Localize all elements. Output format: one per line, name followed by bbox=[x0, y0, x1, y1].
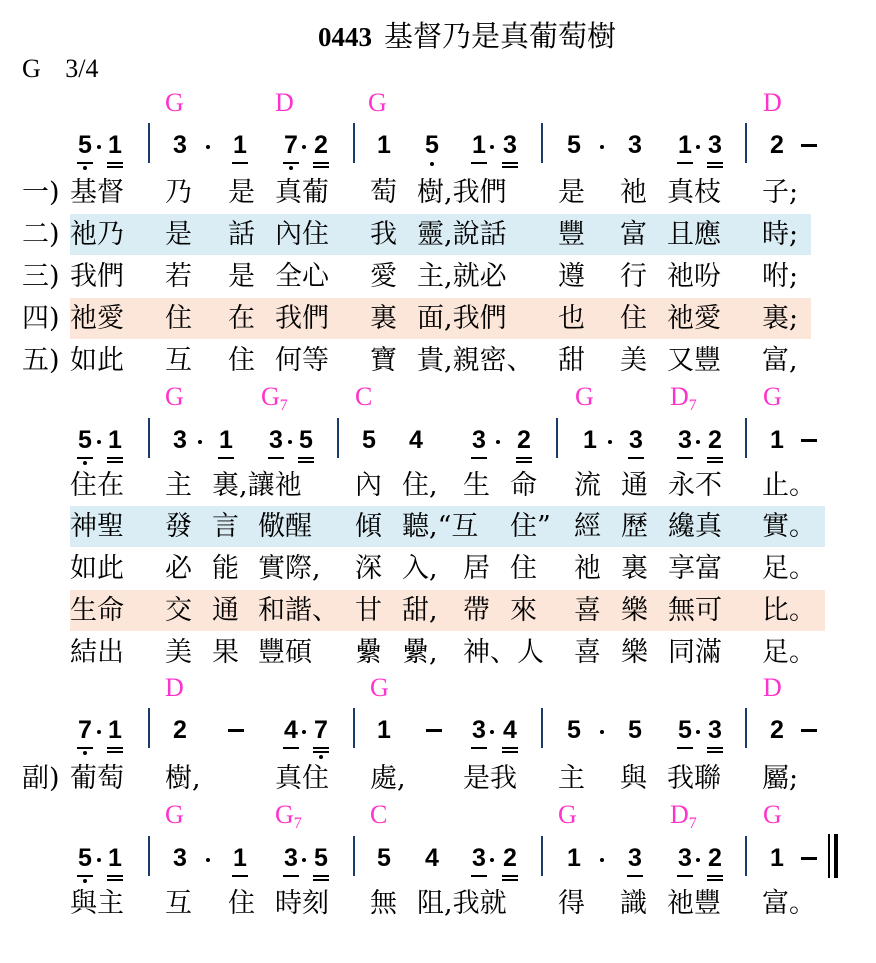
note: 3 bbox=[628, 131, 642, 159]
lyric: 處, bbox=[370, 763, 406, 794]
barline bbox=[745, 708, 747, 748]
lyric: 足。 bbox=[762, 637, 816, 668]
lyric: 得 bbox=[558, 888, 585, 919]
lyric: 居 bbox=[463, 553, 490, 584]
lyric: 乃 bbox=[165, 177, 192, 208]
barline bbox=[148, 123, 150, 163]
note: 5 bbox=[77, 844, 93, 872]
lyric: 靈,說話 bbox=[417, 219, 507, 250]
note: 3 bbox=[472, 426, 486, 454]
lyric: 生命 bbox=[70, 595, 124, 626]
lyric: 裏 bbox=[621, 553, 648, 584]
chord: $D_7$ bbox=[670, 382, 697, 414]
lyric: 富。 bbox=[762, 888, 816, 919]
lyric: 美 bbox=[620, 345, 647, 376]
lyric: 主 bbox=[165, 470, 192, 501]
note: 1 bbox=[583, 426, 597, 454]
note: 1 bbox=[108, 426, 122, 454]
lyric: 能 bbox=[212, 553, 239, 584]
lyric: 又豐 bbox=[667, 345, 721, 376]
hymn-title-text: 基督乃是真葡萄樹 bbox=[384, 19, 617, 53]
chord: D bbox=[763, 673, 782, 702]
lyric: 發 bbox=[165, 511, 192, 542]
barline bbox=[541, 708, 543, 748]
note: 2 bbox=[173, 716, 187, 744]
augmentation-dot bbox=[206, 858, 210, 862]
lyric: 結出 bbox=[70, 637, 124, 668]
lyric: 如此 bbox=[70, 553, 124, 584]
lyric: 阻,我就 bbox=[417, 888, 507, 919]
lyric: 住在 bbox=[70, 470, 124, 501]
lyric: 甘 bbox=[355, 595, 382, 626]
lyric: 愛 bbox=[370, 261, 397, 292]
augmentation-dot bbox=[696, 145, 700, 149]
augmentation-dot bbox=[302, 730, 306, 734]
note: 5 bbox=[628, 716, 642, 744]
lyric: 葡萄 bbox=[70, 763, 124, 794]
note: 1 bbox=[233, 844, 247, 872]
lyric: 樹, bbox=[165, 763, 201, 794]
lyric: 如此 bbox=[70, 345, 124, 376]
chord: D bbox=[165, 673, 184, 702]
note: 5 bbox=[362, 426, 376, 454]
barline bbox=[745, 418, 747, 458]
hymn-title bbox=[318, 14, 616, 55]
lyric: 比。 bbox=[762, 595, 816, 626]
verse-label: 五) bbox=[22, 345, 60, 376]
barline bbox=[541, 836, 543, 876]
augmentation-dot bbox=[206, 145, 210, 149]
note: 1 bbox=[219, 426, 233, 454]
barline bbox=[556, 418, 558, 458]
hymn-number: 0443 bbox=[318, 22, 372, 52]
lyric: 命 bbox=[510, 470, 537, 501]
lyric: 富, bbox=[762, 345, 798, 376]
note: 3 bbox=[269, 426, 283, 454]
lyric: 和諧、 bbox=[258, 595, 339, 626]
note: 5 bbox=[567, 131, 581, 159]
lyric: 萄 bbox=[370, 177, 397, 208]
note: 1 bbox=[377, 131, 391, 159]
chord: G bbox=[165, 382, 184, 411]
lyric: 真枝 bbox=[667, 177, 721, 208]
barline bbox=[745, 123, 747, 163]
lyric: 樹,我們 bbox=[417, 177, 507, 208]
barline bbox=[353, 836, 355, 876]
note: 3 bbox=[472, 844, 486, 872]
note: 3 bbox=[173, 426, 187, 454]
lyric: 甜, bbox=[402, 595, 438, 626]
lyric: 祂 bbox=[620, 177, 647, 208]
lyric: 話 bbox=[228, 219, 255, 250]
chord: D bbox=[275, 88, 294, 117]
lyric: 真葡 bbox=[275, 177, 329, 208]
note: 1 bbox=[567, 844, 581, 872]
lyric: 識 bbox=[620, 888, 647, 919]
chord: G bbox=[165, 88, 184, 117]
lyric: 遵 bbox=[558, 261, 585, 292]
chord: G bbox=[763, 800, 782, 829]
lyric: 在 bbox=[228, 303, 255, 334]
note: 4 bbox=[425, 844, 439, 872]
augmentation-dot bbox=[600, 730, 604, 734]
chorus-label: 副) bbox=[22, 763, 60, 794]
lyric: 互 bbox=[165, 345, 192, 376]
note: 4 bbox=[409, 426, 423, 454]
lyric: 實際, bbox=[258, 553, 321, 584]
augmentation-dot bbox=[600, 145, 604, 149]
lyric: 裏,讓祂 bbox=[212, 470, 302, 501]
note: 2 bbox=[708, 844, 722, 872]
lyric: 貴,親密、 bbox=[417, 345, 534, 376]
hold-dash bbox=[228, 729, 244, 732]
verse-label: 二) bbox=[22, 219, 60, 250]
final-barline-thin bbox=[828, 834, 830, 878]
note: 5 bbox=[77, 426, 93, 454]
chord: G bbox=[368, 88, 387, 117]
verse-label: 四) bbox=[22, 303, 60, 334]
lyric: 住, bbox=[402, 470, 438, 501]
lyric: 裏; bbox=[762, 303, 799, 334]
note: 5 bbox=[299, 426, 313, 454]
hold-dash bbox=[801, 439, 817, 442]
lyric: 豐 bbox=[558, 219, 585, 250]
lyric: 且應 bbox=[667, 219, 721, 250]
note: 5 bbox=[377, 844, 391, 872]
augmentation-dot bbox=[288, 440, 292, 444]
lyric: 生 bbox=[463, 470, 490, 501]
lyric: 美 bbox=[165, 637, 192, 668]
lyric: 神聖 bbox=[70, 511, 124, 542]
augmentation-dot bbox=[97, 858, 101, 862]
lyric: 纍, bbox=[402, 637, 438, 668]
note: 1 bbox=[678, 131, 692, 159]
lyric: 甜 bbox=[558, 345, 585, 376]
augmentation-dot bbox=[97, 730, 101, 734]
lyric: 寶 bbox=[370, 345, 397, 376]
key-time-signature: G 3/4 bbox=[22, 54, 99, 83]
note: 5 bbox=[678, 716, 692, 744]
note: 1 bbox=[472, 131, 486, 159]
lyric: 經 bbox=[574, 511, 601, 542]
lyric: 主 bbox=[558, 763, 585, 794]
lyric: 若 bbox=[165, 261, 192, 292]
augmentation-dot bbox=[696, 730, 700, 734]
lyric: 內 bbox=[355, 470, 382, 501]
note: 1 bbox=[108, 716, 122, 744]
lyric: 祂乃 bbox=[70, 219, 124, 250]
chord: C bbox=[355, 382, 373, 411]
lyric: 豐碩 bbox=[258, 637, 312, 668]
lyric: 與主 bbox=[70, 888, 124, 919]
lyric: 無 bbox=[370, 888, 397, 919]
lyric: 住 bbox=[165, 303, 192, 334]
augmentation-dot bbox=[496, 440, 500, 444]
barline bbox=[148, 836, 150, 876]
lyric: 樂 bbox=[621, 637, 648, 668]
lyric: 是 bbox=[228, 177, 255, 208]
chord: G bbox=[370, 673, 389, 702]
note: 3 bbox=[629, 426, 643, 454]
note: 1 bbox=[233, 131, 247, 159]
barline bbox=[353, 708, 355, 748]
note: 2 bbox=[708, 426, 722, 454]
lyric: 基督 bbox=[70, 177, 124, 208]
note: 3 bbox=[503, 131, 517, 159]
augmentation-dot bbox=[490, 730, 494, 734]
note: 3 bbox=[173, 131, 187, 159]
lyric: 何等 bbox=[275, 345, 329, 376]
lyric: 傾 bbox=[355, 511, 382, 542]
note: 5 bbox=[424, 131, 440, 159]
note: 1 bbox=[770, 844, 784, 872]
lyric: 住 bbox=[228, 345, 255, 376]
note: 3 bbox=[628, 844, 642, 872]
note: 3 bbox=[173, 844, 187, 872]
lyric: 祂愛 bbox=[667, 303, 721, 334]
lyric: 纔真 bbox=[668, 511, 722, 542]
note: 2 bbox=[770, 716, 784, 744]
lyric: 內住 bbox=[275, 219, 329, 250]
lyric: 無可 bbox=[668, 595, 722, 626]
chord: C bbox=[370, 800, 388, 829]
lyric: 我 bbox=[370, 219, 397, 250]
chord: G bbox=[165, 800, 184, 829]
note: 1 bbox=[770, 426, 784, 454]
hold-dash bbox=[426, 729, 442, 732]
augmentation-dot bbox=[490, 145, 494, 149]
lyric: 足。 bbox=[762, 553, 816, 584]
lyric: 儆醒 bbox=[258, 511, 312, 542]
note: 4 bbox=[503, 716, 517, 744]
note: 2 bbox=[314, 131, 328, 159]
lyric: 通 bbox=[621, 470, 648, 501]
lyric: 真住 bbox=[275, 763, 329, 794]
lyric: 是 bbox=[558, 177, 585, 208]
lyric: 通 bbox=[212, 595, 239, 626]
lyric: 帶 bbox=[463, 595, 490, 626]
chord: G bbox=[558, 800, 577, 829]
lyric: 是 bbox=[165, 219, 192, 250]
lyric: 我聯 bbox=[667, 763, 721, 794]
lyric: 住 bbox=[228, 888, 255, 919]
lyric: 面,我們 bbox=[417, 303, 507, 334]
augmentation-dot bbox=[302, 145, 306, 149]
lyric: 互 bbox=[165, 888, 192, 919]
augmentation-dot bbox=[608, 440, 612, 444]
lyric: 咐; bbox=[762, 261, 799, 292]
lyric: 祂 bbox=[574, 553, 601, 584]
lyric: 神、人 bbox=[463, 637, 544, 668]
barline bbox=[353, 123, 355, 163]
lyric: 主,就必 bbox=[417, 261, 507, 292]
augmentation-dot bbox=[97, 145, 101, 149]
lyric: 必 bbox=[165, 553, 192, 584]
verse-label: 三) bbox=[22, 261, 60, 292]
note: 1 bbox=[377, 716, 391, 744]
note: 5 bbox=[567, 716, 581, 744]
hold-dash bbox=[801, 729, 817, 732]
augmentation-dot bbox=[696, 440, 700, 444]
lyric: 我們 bbox=[275, 303, 329, 334]
lyric: 我們 bbox=[70, 261, 124, 292]
lyric: 歷 bbox=[621, 511, 648, 542]
lyric: 行 bbox=[620, 261, 647, 292]
hold-dash bbox=[801, 144, 817, 147]
lyric: 子; bbox=[762, 177, 799, 208]
lyric: 也 bbox=[558, 303, 585, 334]
final-barline-thick bbox=[834, 834, 838, 878]
lyric: 祂吩 bbox=[667, 261, 721, 292]
lyric: 時刻 bbox=[275, 888, 329, 919]
note: 5 bbox=[77, 131, 93, 159]
lyric: 住” bbox=[510, 511, 551, 542]
lyric: 來 bbox=[510, 595, 537, 626]
lyric: 深 bbox=[355, 553, 382, 584]
note: 3 bbox=[284, 844, 298, 872]
lyric: 全心 bbox=[275, 261, 329, 292]
lyric: 止。 bbox=[762, 470, 816, 501]
lyric: 祂愛 bbox=[70, 303, 124, 334]
note: 7 bbox=[313, 716, 329, 744]
verse-label: 一) bbox=[22, 177, 60, 208]
lyric: 富 bbox=[620, 219, 647, 250]
lyric: 言 bbox=[212, 511, 239, 542]
note: 1 bbox=[108, 131, 122, 159]
note: 2 bbox=[517, 426, 531, 454]
augmentation-dot bbox=[600, 858, 604, 862]
note: 3 bbox=[678, 844, 692, 872]
lyric: 喜 bbox=[574, 595, 601, 626]
lyric: 祂豐 bbox=[667, 888, 721, 919]
lyric: 享富 bbox=[668, 553, 722, 584]
barline bbox=[148, 418, 150, 458]
lyric: 樂 bbox=[621, 595, 648, 626]
lyric: 實。 bbox=[762, 511, 816, 542]
note: 7 bbox=[283, 131, 299, 159]
chord: G bbox=[763, 382, 782, 411]
lyric: 屬; bbox=[762, 763, 799, 794]
lyric: 果 bbox=[212, 637, 239, 668]
chord: $G_7$ bbox=[261, 382, 288, 414]
lyric: 時; bbox=[762, 219, 799, 250]
augmentation-dot bbox=[490, 858, 494, 862]
note: 2 bbox=[503, 844, 517, 872]
augmentation-dot bbox=[696, 858, 700, 862]
augmentation-dot bbox=[302, 858, 306, 862]
lyric: 裏 bbox=[370, 303, 397, 334]
lyric: 住 bbox=[620, 303, 647, 334]
barline bbox=[541, 123, 543, 163]
note: 3 bbox=[708, 716, 722, 744]
note: 5 bbox=[314, 844, 328, 872]
lyric: 纍 bbox=[355, 637, 382, 668]
lyric: 流 bbox=[574, 470, 601, 501]
chord: $D_7$ bbox=[670, 800, 697, 832]
lyric: 聽,“互 bbox=[402, 511, 479, 542]
chord: G bbox=[575, 382, 594, 411]
chord: $G_7$ bbox=[275, 800, 302, 832]
lyric: 永不 bbox=[668, 470, 722, 501]
note: 7 bbox=[77, 716, 93, 744]
lyric: 交 bbox=[165, 595, 192, 626]
lyric: 與 bbox=[620, 763, 647, 794]
note: 3 bbox=[708, 131, 722, 159]
hold-dash bbox=[801, 857, 817, 860]
note: 1 bbox=[108, 844, 122, 872]
barline bbox=[745, 836, 747, 876]
barline bbox=[337, 418, 339, 458]
note: 3 bbox=[472, 716, 486, 744]
barline bbox=[148, 708, 150, 748]
lyric: 是我 bbox=[463, 763, 517, 794]
lyric: 住 bbox=[510, 553, 537, 584]
lyric: 入, bbox=[402, 553, 438, 584]
augmentation-dot bbox=[198, 440, 202, 444]
note: 4 bbox=[284, 716, 298, 744]
note: 2 bbox=[770, 131, 784, 159]
lyric: 同滿 bbox=[668, 637, 722, 668]
lyric: 是 bbox=[228, 261, 255, 292]
augmentation-dot bbox=[97, 440, 101, 444]
lyric: 喜 bbox=[574, 637, 601, 668]
note: 3 bbox=[678, 426, 692, 454]
chord: D bbox=[763, 88, 782, 117]
